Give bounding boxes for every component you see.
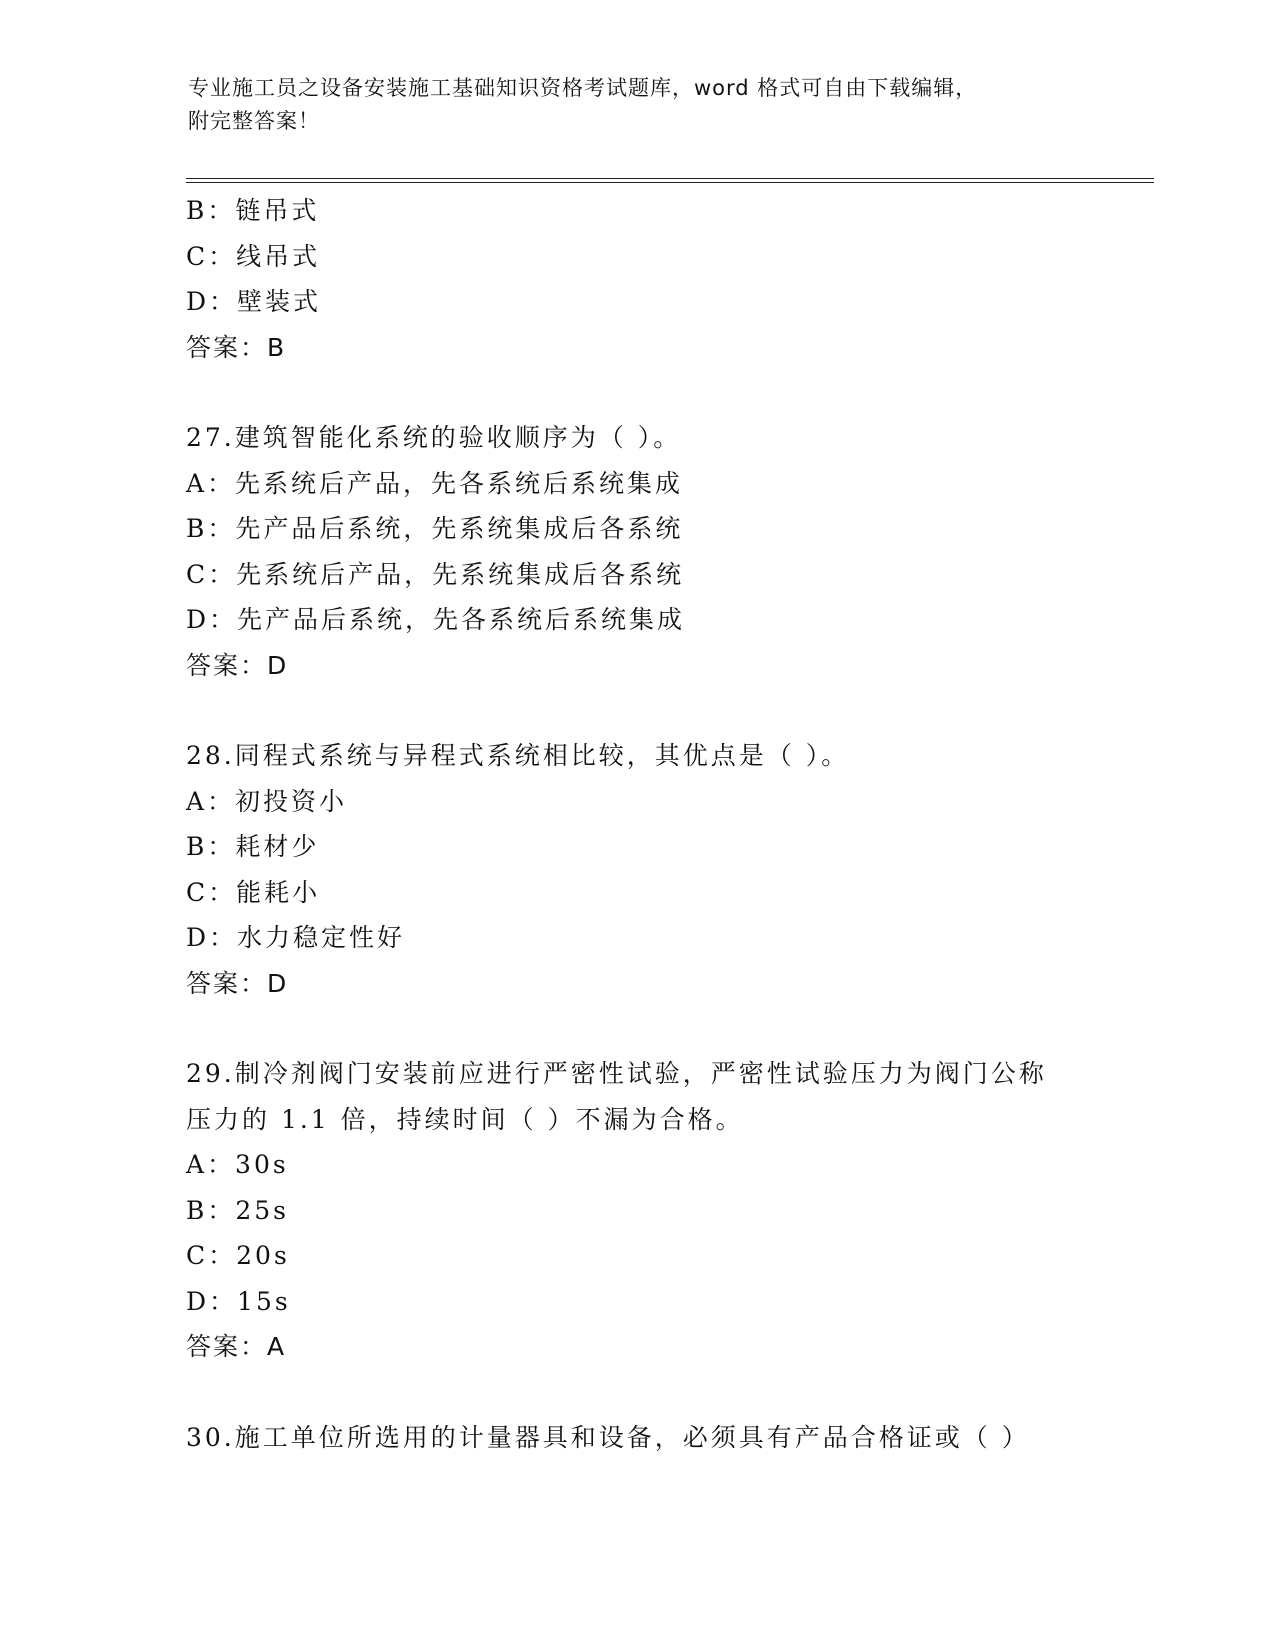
spacer bbox=[186, 688, 1086, 733]
question-stem: 28.同程式系统与异程式系统相比较，其优点是（ ）。 bbox=[186, 741, 850, 770]
question-stem: 30.施工单位所选用的计量器具和设备，必须具有产品合格证或（ ） bbox=[186, 1422, 1030, 1452]
question-29 bbox=[186, 1051, 1086, 1370]
spacer bbox=[186, 370, 1086, 415]
option-c: C：线吊式 bbox=[186, 241, 321, 271]
question-27 bbox=[186, 415, 1086, 688]
option-b: B：链吊式 bbox=[186, 196, 320, 225]
option-b: B：25s bbox=[186, 1195, 290, 1225]
answer-26: 答案：B bbox=[186, 332, 287, 362]
answer-28: 答案：D bbox=[186, 968, 289, 998]
answer-27: 答案：D bbox=[186, 650, 289, 680]
option-c: C：20s bbox=[186, 1241, 290, 1270]
option-d: D：水力稳定性好 bbox=[186, 923, 406, 952]
header-divider bbox=[186, 178, 1154, 183]
option-a: A：初投资小 bbox=[186, 786, 348, 816]
option-d: D：15s bbox=[186, 1286, 291, 1316]
option-a: A：30s bbox=[186, 1150, 289, 1179]
question-stem: 27.建筑智能化系统的验收顺序为（ ）。 bbox=[186, 423, 682, 452]
answer-29: 答案：A bbox=[186, 1332, 287, 1361]
question-stem-line-1: 29.制冷剂阀门安装前应进行严密性试验，严密性试验压力为阀门公称 bbox=[186, 1059, 1047, 1088]
option-d: D：先产品后系统，先各系统后系统集成 bbox=[186, 605, 686, 634]
option-a: A：先系统后产品，先各系统后系统集成 bbox=[186, 468, 684, 498]
header-line-1: 专业施工员之设备安装施工基础知识资格考试题库，word 格式可自由下载编辑， bbox=[188, 76, 978, 100]
spacer bbox=[186, 1370, 1086, 1415]
option-d: D：壁装式 bbox=[186, 287, 322, 316]
header-line-2: 附完整答案！ bbox=[188, 109, 320, 133]
option-b: B：耗材少 bbox=[186, 832, 320, 861]
option-c: C：先系统后产品，先系统集成后各系统 bbox=[186, 559, 685, 589]
question-28 bbox=[186, 733, 1086, 1006]
option-c: C：能耗小 bbox=[186, 877, 321, 907]
question-26-tail bbox=[186, 188, 1086, 370]
question-stem-line-2: 压力的 1.1 倍，持续时间（ ）不漏为合格。 bbox=[186, 1104, 744, 1134]
spacer bbox=[186, 1006, 1086, 1051]
page-header bbox=[188, 72, 1068, 138]
option-b: B：先产品后系统，先系统集成后各系统 bbox=[186, 514, 684, 543]
question-30 bbox=[186, 1415, 1086, 1461]
question-list bbox=[186, 188, 1086, 1460]
